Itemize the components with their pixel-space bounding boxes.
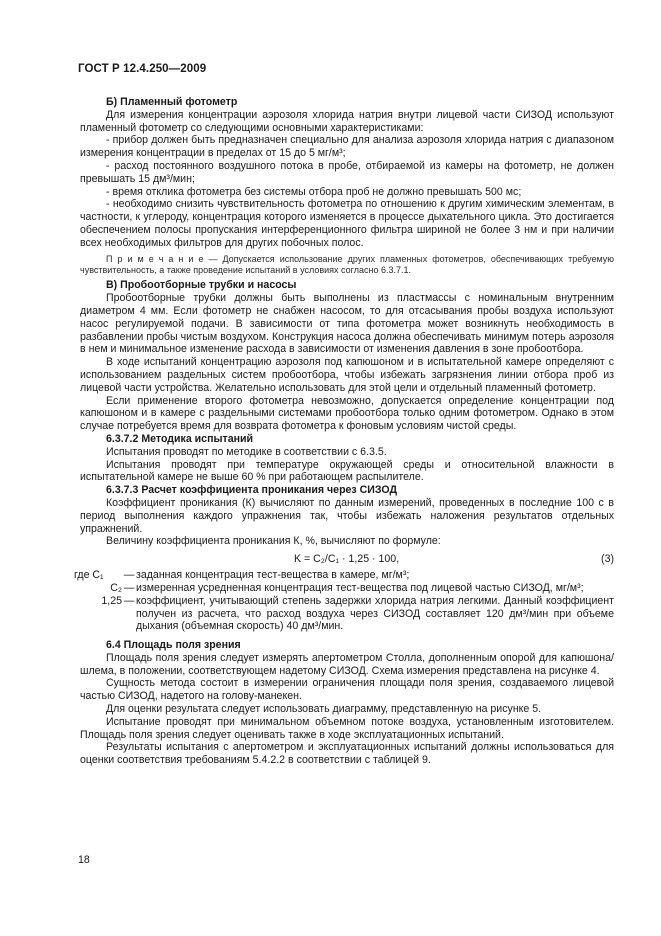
section-heading: 6.3.7.2 Методика испытаний <box>106 432 254 445</box>
paragraph: Если применение второго фотометра невозможно, допускается определение концентрации под капюшоном и в камере с раздельными системами пробоотбора только одним фотометром. Однако в этом случае потребуется время для возврата фотометра к фоновым условиям чистой среды. <box>80 394 614 433</box>
paragraph: Коэффициент проникания (К) вычисляют по данным измерений, проведенных в последние 100 с в период выполнения каждого упражнения так, чтобы избежать наложения результатов отдельных упражнений. <box>80 496 614 535</box>
paragraph: Для измерения концентрации аэрозоля хлорида натрия внутри лицевой части СИЗОД используют пламенный фотометр со следующими основными характеристиками: <box>80 108 614 134</box>
list-item: - время отклика фотометра без системы отбора проб не должно превышать 500 мс; <box>106 185 522 198</box>
list-item: - прибор должен быть предназначен специально для анализа аэрозоля хлорида натрия с диапазоном измерения концентрации в пределах от 15 до 5 мг/м³; <box>80 134 614 160</box>
section-heading: В) Пробоотборные трубки и насосы <box>106 279 297 292</box>
paragraph: Сущность метода состоит в измерении ограничения площади поля зрения, создаваемого лицевой частью СИЗОД, надетого на голову-манекен. <box>80 677 614 703</box>
paragraph: Величину коэффициента проникания К, %, вычисляют по формуле: <box>106 535 441 548</box>
document-body <box>74 96 614 767</box>
legend-symbol: где C₁ <box>74 569 104 582</box>
paragraph: В ходе испытаний концентрацию аэрозоля под капюшоном и в испытательной камере определяют с использованием раздельных систем пробоотбора, чтобы избежать загрязнения линии отбора проб из лицевой части устройства. Желательно использовать для этой цели и отдельный пламенный фотометр. <box>80 356 614 394</box>
note: П р и м е ч а н и е — Допускается использование других пламенных фотометров, обеспечивающих требуемую чувствительность, а также проведение испытаний в условиях согласно 6.3.7.1. <box>80 253 614 275</box>
page-number: 18 <box>78 854 90 866</box>
legend-symbol: C₂ <box>110 581 122 594</box>
paragraph: Площадь поля зрения следует измерять апертометром Столла, дополненным опорой для капюшона/шлема, в положении, соответствующем надетому СИЗОД. Схема измерения представлена на рисунке 4. <box>80 651 614 677</box>
legend-row <box>80 595 614 633</box>
paragraph: Испытания проводят при температуре окружающей среды и относительной влажности в испытательной камере не выше 60 % при работающем распылителе. <box>80 458 614 484</box>
paragraph: Испытания проводят по методике в соответствии с 6.3.5. <box>106 445 387 458</box>
formula-line <box>80 553 614 568</box>
legend-dash: — <box>123 594 135 607</box>
legend-dash: — <box>123 581 135 594</box>
paragraph: Пробоотборные трубки должны быть выполнены из пластмассы с номинальным внутренним диаметром 4 мм. Если фотометр не снабжен насосом, то для отсасывания пробы воздуха используют насос регулируемой подачи. В зависимости от типа фотометра может возникнуть необходимость в разбавлении пробы чистым воздухом. Конструкция насоса должна обеспечивать минимум потерь аэрозоля в нем и минимальное изменение расхода в зависимости от изменения давления в зоне пробоотбора. <box>80 292 614 356</box>
paragraph: Для оценки результата следует использовать диаграмму, представленную на рисунке 5. <box>106 703 542 716</box>
legend-text: заданная концентрация тест-вещества в камере, мг/м³; <box>136 569 410 582</box>
legend-text: коэффициент, учитывающий степень задержки хлорида натрия легкими. Данный коэффициент получен из расчета, что расход воздуха через СИЗОД составляет 120 дм³/мин при объеме дыхания (объемная скорость) 40 дм³/мин. <box>136 594 614 633</box>
list-item: - расход постоянного воздушного потока в пробе, отбираемой из камеры на фотометр, не должен превышать 15 дм³/мин; <box>80 159 614 185</box>
section-heading: 6.3.7.3 Расчет коэффициента проникания через СИЗОД <box>106 484 398 497</box>
formula-number: (3) <box>601 553 614 566</box>
section-heading: Б) Пламенный фотометр <box>106 96 238 108</box>
section-heading: 6.4 Площадь поля зрения <box>106 639 241 652</box>
legend-row <box>80 582 614 595</box>
legend-symbol: 1,25 <box>101 594 122 607</box>
legend-text: измеренная усредненная концентрация тест-вещества под лицевой частью СИЗОД, мг/м³; <box>136 581 584 594</box>
list-item: - необходимо снизить чувствительность фотометра по отношению к другим химическим элементам, в частности, к углероду, концентрация которого изменяется в процессе дыхательного цикла. Это достигается обеспечением полосы пропускания интерференционного фильтра шириной не более 3 нм и при наличии всех необходимых фильтров для других побочных полос. <box>80 198 614 249</box>
legend-dash: — <box>123 569 135 582</box>
formula-legend <box>74 569 614 633</box>
paragraph: Результаты испытания с апертометром и эксплуатационных испытаний должны использоваться для оценки соответствия требованиям 5.4.2.2 в соответствии с таблицей 9. <box>80 741 614 767</box>
document-header: ГОСТ Р 12.4.250—2009 <box>78 63 207 75</box>
paragraph: Испытание проводят при минимальном объемном потоке воздуха, установленным изготовителем. Площадь поля зрения следует оценивать также в ходе эксплуатационных испытаний. <box>80 715 614 741</box>
legend-row <box>74 569 614 582</box>
formula: K = C₂/C₁ · 1,25 · 100, <box>294 553 400 566</box>
